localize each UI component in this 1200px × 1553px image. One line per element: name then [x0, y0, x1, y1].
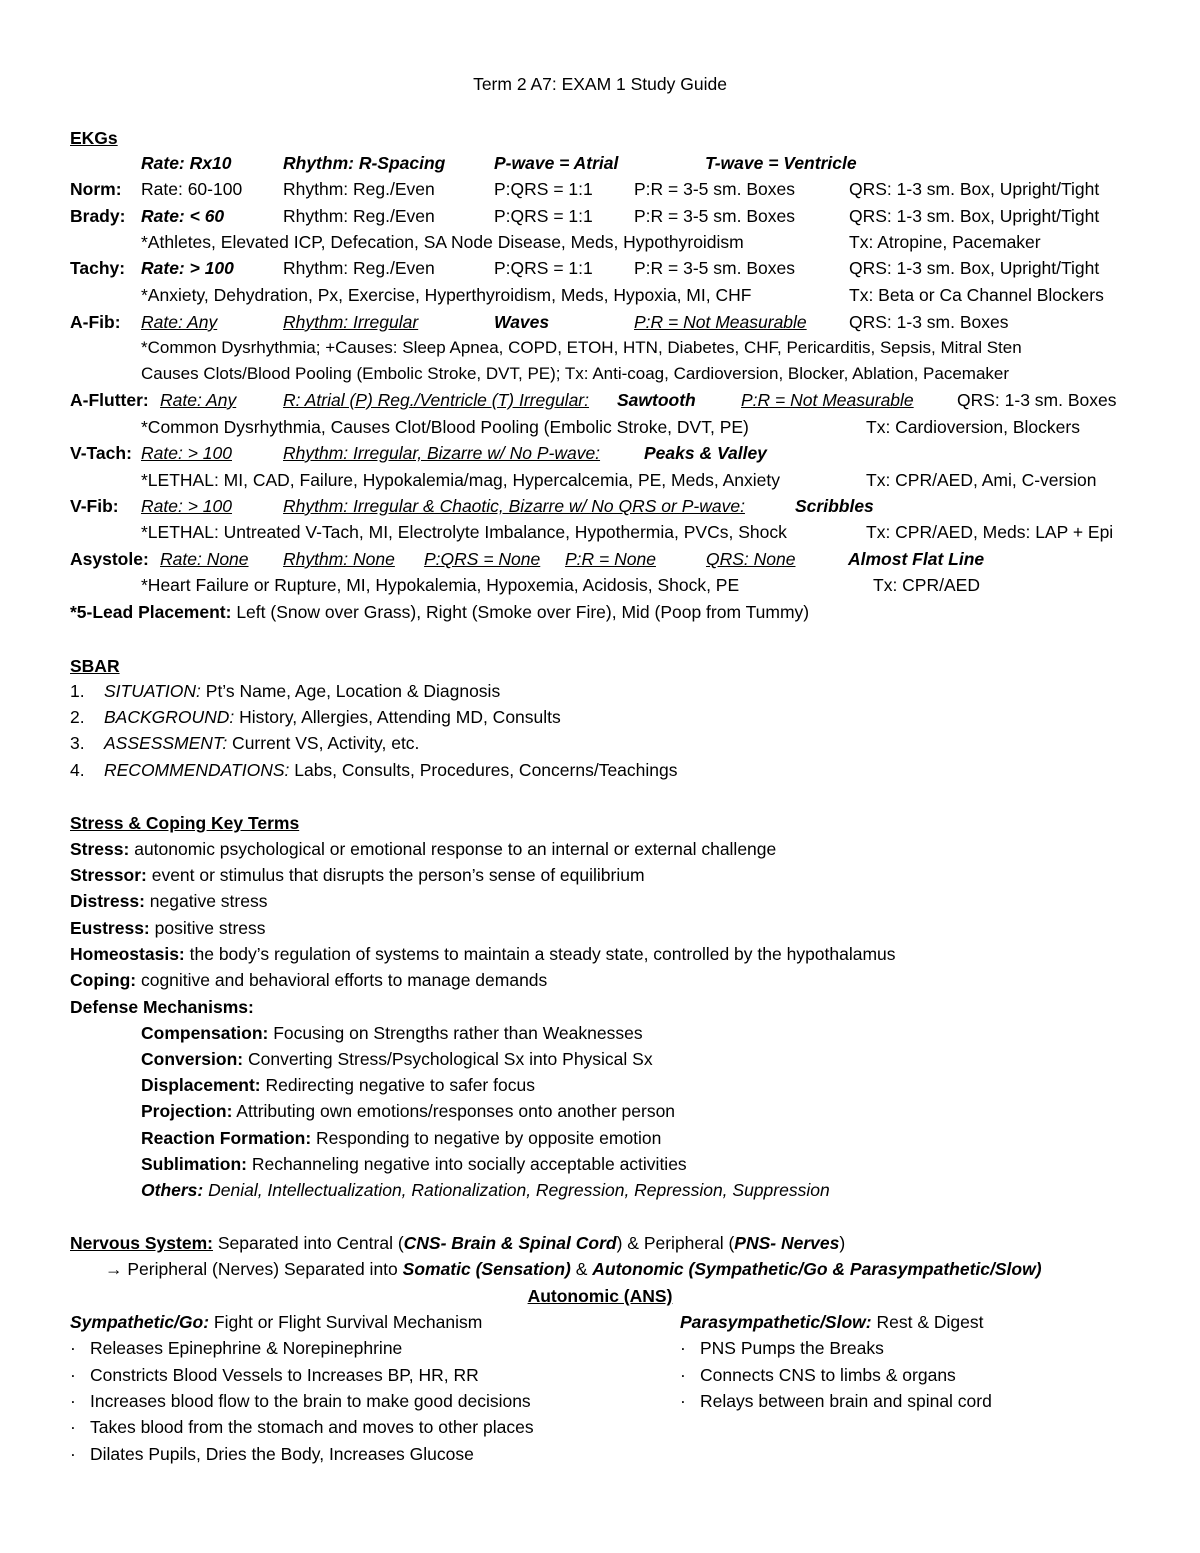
aflutter-tx: Tx: Cardioversion, Blockers	[866, 417, 1080, 437]
sbar-term: SITUATION:	[104, 681, 201, 701]
vtach-rate: Rate: > 100	[141, 443, 232, 463]
sbar-text: Current VS, Activity, etc.	[227, 733, 420, 753]
vfib-rhythm: Rhythm: Irregular & Chaotic, Bizarre w/ No QRS or P-wave:	[283, 496, 745, 516]
afib-note2: Causes Clots/Blood Pooling (Embolic Stroke, DVT, PE); Tx: Anti-coag, Cardioversion, Blocker, Ablation, Pacemaker	[141, 364, 1010, 383]
tachy-pqrs: P:QRS = 1:1	[494, 258, 593, 278]
vfib-rate: Rate: > 100	[141, 496, 232, 516]
term: Stressor:	[70, 865, 147, 885]
aflutter-note: *Common Dysrhythmia, Causes Clot/Blood Pooling (Embolic Stroke, DVT, PE)	[141, 417, 749, 437]
sbar-item	[70, 758, 678, 782]
brady-label: Brady:	[70, 206, 126, 226]
vfib-tx: Tx: CPR/AED, Meds: LAP + Epi	[866, 522, 1114, 542]
term: Compensation:	[141, 1023, 269, 1043]
text: )	[839, 1233, 846, 1253]
others-row	[141, 1178, 830, 1202]
definition: Attributing own emotions/responses onto another person	[232, 1101, 676, 1121]
sbar-num: 4.	[70, 760, 85, 780]
sbar-term: BACKGROUND:	[104, 707, 235, 727]
header-rate: Rate: Rx10	[141, 153, 232, 173]
tachy-note: *Anxiety, Dehydration, Px, Exercise, Hyperthyroidism, Meds, Hypoxia, MI, CHF	[141, 285, 752, 305]
item-text: Takes blood from the stomach and moves to other places	[90, 1417, 534, 1437]
sbar-num: 3.	[70, 733, 85, 753]
norm-label: Norm:	[70, 179, 122, 199]
bullet-icon: ·	[70, 1444, 76, 1464]
cns: CNS- Brain & Spinal Cord	[403, 1233, 617, 1253]
asystole-pqrs: P:QRS = None	[424, 549, 541, 569]
afib-note1: *Common Dysrhythmia; +Causes: Sleep Apnea, COPD, ETOH, HTN, Diabetes, CHF, Pericarditis, Sepsis, Mitral Sten	[141, 338, 1022, 357]
defense-row	[141, 1021, 643, 1045]
term: Stress:	[70, 839, 130, 859]
nervous-line2	[105, 1257, 1042, 1281]
somatic: Somatic (Sensation)	[402, 1259, 571, 1279]
term: Coping:	[70, 970, 137, 990]
definition: Rechanneling negative into socially acceptable activities	[246, 1154, 687, 1174]
list-item	[70, 1415, 534, 1439]
definition: autonomic psychological or emotional response to an internal or external challenge	[129, 839, 777, 859]
brady-pr: P:R = 3-5 sm. Boxes	[634, 206, 795, 226]
brady-pqrs: P:QRS = 1:1	[494, 206, 593, 226]
list-item	[680, 1336, 884, 1360]
term: Sublimation:	[141, 1154, 247, 1174]
tachy-qrs: QRS: 1-3 sm. Box, Upright/Tight	[849, 258, 1100, 278]
asystole-note: *Heart Failure or Rupture, MI, Hypokalemia, Hypoxemia, Acidosis, Shock, PE	[141, 575, 740, 595]
term: Distress:	[70, 891, 145, 911]
asystole-label: Asystole:	[70, 549, 149, 569]
others-text: Denial, Intellectualization, Rationalization, Regression, Repression, Suppression	[203, 1180, 830, 1200]
definition: positive stress	[149, 918, 266, 938]
afib-rhythm: Rhythm: Irregular	[283, 312, 419, 332]
nervous-heading: Nervous System:	[70, 1233, 213, 1253]
vtach-tx: Tx: CPR/AED, Ami, C-version	[866, 470, 1097, 490]
definition: Responding to negative by opposite emotion	[311, 1128, 662, 1148]
afib-qrs: QRS: 1-3 sm. Boxes	[849, 312, 1009, 332]
stress-term-row	[70, 863, 645, 887]
item-text: Dilates Pupils, Dries the Body, Increases Glucose	[90, 1444, 474, 1464]
vtach-label: V-Tach:	[70, 443, 132, 463]
sbar-text: Pt’s Name, Age, Location & Diagnosis	[200, 681, 501, 701]
list-item	[70, 1336, 402, 1360]
ans-heading: Autonomic (ANS)	[527, 1286, 673, 1306]
afib-label: A-Fib:	[70, 312, 121, 332]
stress-heading: Stress & Coping Key Terms	[70, 813, 300, 833]
aflutter-sawtooth: Sawtooth	[617, 390, 696, 410]
header-twave: T-wave = Ventricle	[705, 153, 857, 173]
symp-heading-row	[70, 1310, 482, 1334]
aflutter-rhythm: R: Atrial (P) Reg./Ventricle (T) Irregular:	[283, 390, 589, 410]
lead-label: *5-Lead Placement:	[70, 602, 232, 622]
afib-rate: Rate: Any	[141, 312, 218, 332]
brady-rate: Rate: < 60	[141, 206, 225, 226]
sbar-item	[70, 731, 419, 755]
header-rhythm: Rhythm: R-Spacing	[283, 153, 446, 173]
defense-row	[141, 1047, 653, 1071]
vtach-peaks: Peaks & Valley	[644, 443, 767, 463]
asystole-rate: Rate: None	[160, 549, 249, 569]
aflutter-qrs: QRS: 1-3 sm. Boxes	[957, 390, 1117, 410]
term: Displacement:	[141, 1075, 261, 1095]
stress-term-row	[70, 837, 776, 861]
defense-row	[141, 1152, 687, 1176]
para-heading-row	[680, 1310, 983, 1334]
brady-rhythm: Rhythm: Reg./Even	[283, 206, 435, 226]
asystole-pr: P:R = None	[565, 549, 656, 569]
stress-term-row	[70, 916, 266, 940]
bullet-icon: ·	[70, 1338, 76, 1358]
bullet-icon: ·	[680, 1365, 686, 1385]
aflutter-rate: Rate: Any	[160, 390, 237, 410]
definition: Redirecting negative to safer focus	[260, 1075, 535, 1095]
tachy-pr: P:R = 3-5 sm. Boxes	[634, 258, 795, 278]
brady-note: *Athletes, Elevated ICP, Defecation, SA Node Disease, Meds, Hypothyroidism	[141, 232, 744, 252]
bullet-icon: ·	[70, 1365, 76, 1385]
text: Separated into Central (	[212, 1233, 404, 1253]
definition: event or stimulus that disrupts the person’s sense of equilibrium	[146, 865, 645, 885]
definition: Converting Stress/Psychological Sx into Physical Sx	[243, 1049, 653, 1069]
text: ) & Peripheral (	[616, 1233, 735, 1253]
term: Conversion:	[141, 1049, 244, 1069]
lead-text: Left (Snow over Grass), Right (Smoke over Fire), Mid (Poop from Tummy)	[236, 602, 810, 622]
brady-tx: Tx: Atropine, Pacemaker	[849, 232, 1041, 252]
list-item	[70, 1442, 474, 1466]
asystole-tx: Tx: CPR/AED	[873, 575, 980, 595]
bullet-icon: ·	[680, 1391, 686, 1411]
vfib-note: *LETHAL: Untreated V-Tach, MI, Electrolyte Imbalance, Hypothermia, PVCs, Shock	[141, 522, 787, 542]
sbar-item	[70, 679, 500, 703]
stress-term-row	[70, 968, 547, 992]
tachy-tx: Tx: Beta or Ca Channel Blockers	[849, 285, 1104, 305]
item-text: Relays between brain and spinal cord	[700, 1391, 992, 1411]
list-item	[680, 1363, 956, 1387]
definition: cognitive and behavioral efforts to manage demands	[136, 970, 548, 990]
lead-placement-row	[70, 600, 809, 624]
autonomic: Autonomic (Sympathetic/Go & Parasympathetic/Slow)	[592, 1259, 1042, 1279]
list-item	[70, 1363, 479, 1387]
vtach-note: *LETHAL: MI, CAD, Failure, Hypokalemia/mag, Hypercalcemia, PE, Meds, Anxiety	[141, 470, 780, 490]
sbar-num: 2.	[70, 707, 85, 727]
para-label: Parasympathetic/Slow:	[680, 1312, 872, 1332]
aflutter-label: A-Flutter:	[70, 390, 149, 410]
tachy-label: Tachy:	[70, 258, 126, 278]
asystole-qrs: QRS: None	[706, 549, 796, 569]
definition: Focusing on Strengths rather than Weaknesses	[268, 1023, 643, 1043]
term: Eustress:	[70, 918, 150, 938]
header-pwave: P-wave = Atrial	[494, 153, 619, 173]
sbar-heading: SBAR	[70, 656, 120, 676]
norm-qrs: QRS: 1-3 sm. Box, Upright/Tight	[849, 179, 1100, 199]
item-text: Increases blood flow to the brain to make good decisions	[90, 1391, 531, 1411]
sbar-text: Labs, Consults, Procedures, Concerns/Teachings	[289, 760, 678, 780]
afib-waves: Waves	[494, 312, 550, 332]
norm-pqrs: P:QRS = 1:1	[494, 179, 593, 199]
text: Peripheral (Nerves) Separated into	[122, 1259, 403, 1279]
vfib-scribbles: Scribbles	[795, 496, 874, 516]
afib-pr: P:R = Not Measurable	[634, 312, 807, 332]
term: Projection:	[141, 1101, 233, 1121]
sbar-term: RECOMMENDATIONS:	[104, 760, 290, 780]
definition: negative stress	[144, 891, 268, 911]
list-item	[680, 1389, 992, 1413]
tachy-rate: Rate: > 100	[141, 258, 234, 278]
definition: the body’s regulation of systems to maintain a steady state, controlled by the hypothalamus	[184, 944, 896, 964]
para-text: Rest & Digest	[871, 1312, 984, 1332]
item-text: Connects CNS to limbs & organs	[700, 1365, 956, 1385]
item-text: Constricts Blood Vessels to Increases BP, HR, RR	[90, 1365, 479, 1385]
defense-row	[141, 1099, 675, 1123]
asystole-rhythm: Rhythm: None	[283, 549, 395, 569]
brady-qrs: QRS: 1-3 sm. Box, Upright/Tight	[849, 206, 1100, 226]
list-item	[70, 1389, 531, 1413]
sbar-item	[70, 705, 561, 729]
stress-term-row	[70, 942, 896, 966]
defense-row	[141, 1073, 535, 1097]
item-text: Releases Epinephrine & Norepinephrine	[90, 1338, 403, 1358]
bullet-icon: ·	[680, 1338, 686, 1358]
item-text: PNS Pumps the Breaks	[700, 1338, 884, 1358]
others-label: Others:	[141, 1180, 204, 1200]
stress-term-row	[70, 889, 267, 913]
arrow-icon: →	[105, 1259, 123, 1279]
ekg-heading: EKGs	[70, 128, 118, 148]
norm-pr: P:R = 3-5 sm. Boxes	[634, 179, 795, 199]
page-title: Term 2 A7: EXAM 1 Study Guide	[473, 74, 727, 94]
nervous-line1	[70, 1231, 845, 1255]
symp-text: Fight or Flight Survival Mechanism	[209, 1312, 483, 1332]
text: &	[570, 1259, 593, 1279]
norm-rhythm: Rhythm: Reg./Even	[283, 179, 435, 199]
sbar-num: 1.	[70, 681, 85, 701]
vtach-rhythm: Rhythm: Irregular, Bizarre w/ No P-wave:	[283, 443, 601, 463]
defense-row	[141, 1126, 661, 1150]
term: Homeostasis:	[70, 944, 185, 964]
bullet-icon: ·	[70, 1391, 76, 1411]
norm-rate: Rate: 60-100	[141, 179, 243, 199]
symp-label: Sympathetic/Go:	[70, 1312, 210, 1332]
term: Reaction Formation:	[141, 1128, 312, 1148]
sbar-term: ASSESSMENT:	[104, 733, 228, 753]
defense-label: Defense Mechanisms:	[70, 997, 254, 1017]
aflutter-pr: P:R = Not Measurable	[741, 390, 914, 410]
sbar-text: History, Allergies, Attending MD, Consults	[234, 707, 561, 727]
tachy-rhythm: Rhythm: Reg./Even	[283, 258, 435, 278]
asystole-flat: Almost Flat Line	[848, 549, 985, 569]
bullet-icon: ·	[70, 1417, 76, 1437]
vfib-label: V-Fib:	[70, 496, 119, 516]
pns: PNS- Nerves	[734, 1233, 840, 1253]
